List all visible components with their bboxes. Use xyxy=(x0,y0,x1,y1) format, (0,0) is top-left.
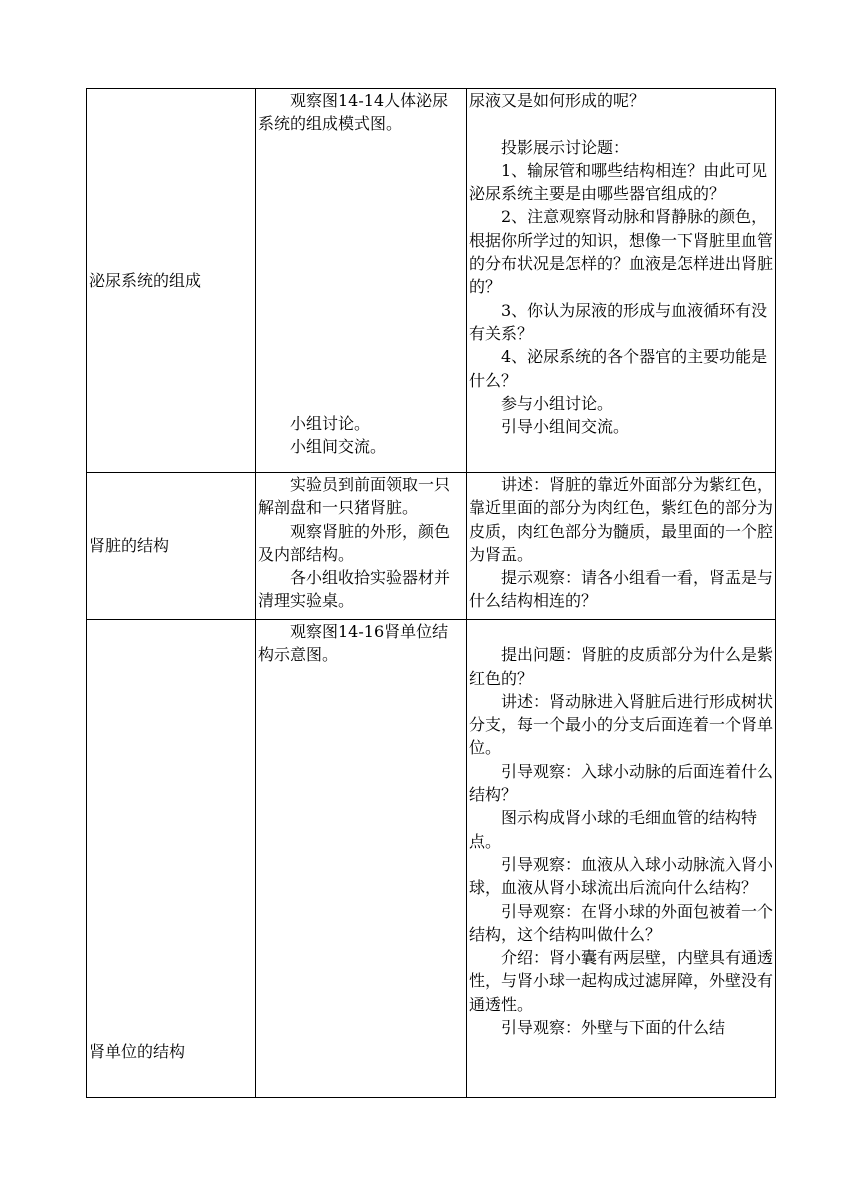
teacher-activity-text: 尿液又是如何形成的呢？ xyxy=(469,91,646,110)
teacher-activity-text: 2、注意观察肾动脉和肾静脉的颜色，根据你所学过的知识，想像一下肾脏里血管的分布状况是怎样的？血液是怎样进出肾脏的？ xyxy=(469,207,774,297)
lesson-plan-table xyxy=(86,88,776,1098)
teacher-activity-cell xyxy=(467,620,776,1098)
topic-cell xyxy=(87,473,256,620)
teacher-activity-text: 讲述：肾脏的靠近外面部分为紫红色，靠近里面的部分为肉红色，紫红色的部分为皮质，肉红色部分为髓质，最里面的一个腔为肾盂。 xyxy=(469,475,774,564)
teacher-activity-text: 提出问题：肾脏的皮质部分为什么是紫红色的？ xyxy=(469,645,774,688)
topic-label: 肾脏的结构 xyxy=(89,536,170,556)
table-row xyxy=(87,89,776,473)
teacher-activity-text: 参与小组讨论。 xyxy=(501,393,614,413)
student-activity-text: 小组讨论。 xyxy=(290,413,371,433)
topic-cell xyxy=(87,620,256,1098)
student-activity-text: 实验员到前面领取一只解剖盘和一只猪肾脏。 xyxy=(258,475,451,518)
student-activity-text: 观察图14-16肾单位结构示意图。 xyxy=(258,622,449,665)
teacher-activity-text: 引导小组间交流。 xyxy=(501,417,630,437)
teacher-activity-text: 1、输尿管和哪些结构相连？由此可见泌尿系统主要是由哪些器官组成的？ xyxy=(469,160,768,204)
teacher-activity-text: 提示观察：请各小组看一看，肾盂是与什么结构相连的？ xyxy=(469,568,774,611)
table-row xyxy=(87,620,776,1098)
topic-cell xyxy=(87,89,256,473)
table-row xyxy=(87,473,776,620)
teacher-activity-text: 介绍：肾小囊有两层壁，内壁具有通透性，与肾小球一起构成过滤屏障，外壁没有通透性。 xyxy=(469,948,774,1014)
topic-label: 肾单位的结构 xyxy=(89,1041,186,1061)
student-activity-cell xyxy=(256,620,467,1098)
topic-label: 泌尿系统的组成 xyxy=(89,270,202,290)
student-activity-text: 小组间交流。 xyxy=(290,436,387,456)
teacher-activity-text: 引导观察：入球小动脉的后面连着什么结构？ xyxy=(469,761,774,805)
teacher-activity-cell xyxy=(467,473,776,620)
teacher-activity-text: 投影展示讨论题： xyxy=(501,137,630,157)
teacher-activity-text: 4、泌尿系统的各个器官的主要功能是什么？ xyxy=(469,347,768,390)
student-activity-cell xyxy=(256,89,467,473)
teacher-activity-text: 图示构成肾小球的毛细血管的结构特点。 xyxy=(469,808,758,851)
teacher-activity-text: 3、你认为尿液的形成与血液循环有没有关系？ xyxy=(469,300,768,343)
teacher-activity-text: 引导观察：在肾小球的外面包被着一个结构，这个结构叫做什么？ xyxy=(469,901,774,944)
student-activity-text: 各小组收拾实验器材并清理实验桌。 xyxy=(258,568,451,611)
student-activity-cell xyxy=(256,473,467,620)
teacher-activity-text: 引导观察：血液从入球小动脉流入肾小球，血液从肾小球流出后流向什么结构？ xyxy=(469,854,774,898)
student-activity-text: 观察肾脏的外形，颜色及内部结构。 xyxy=(258,521,451,564)
teacher-activity-cell xyxy=(467,89,776,473)
teacher-activity-text: 讲述：肾动脉进入肾脏后进行形成树状分支，每一个最小的分支后面连着一个肾单位。 xyxy=(469,691,774,758)
teacher-activity-text: 引导观察：外壁与下面的什么结 xyxy=(501,1018,726,1038)
student-activity-text: 观察图14-14人体泌尿系统的组成模式图。 xyxy=(258,91,449,134)
